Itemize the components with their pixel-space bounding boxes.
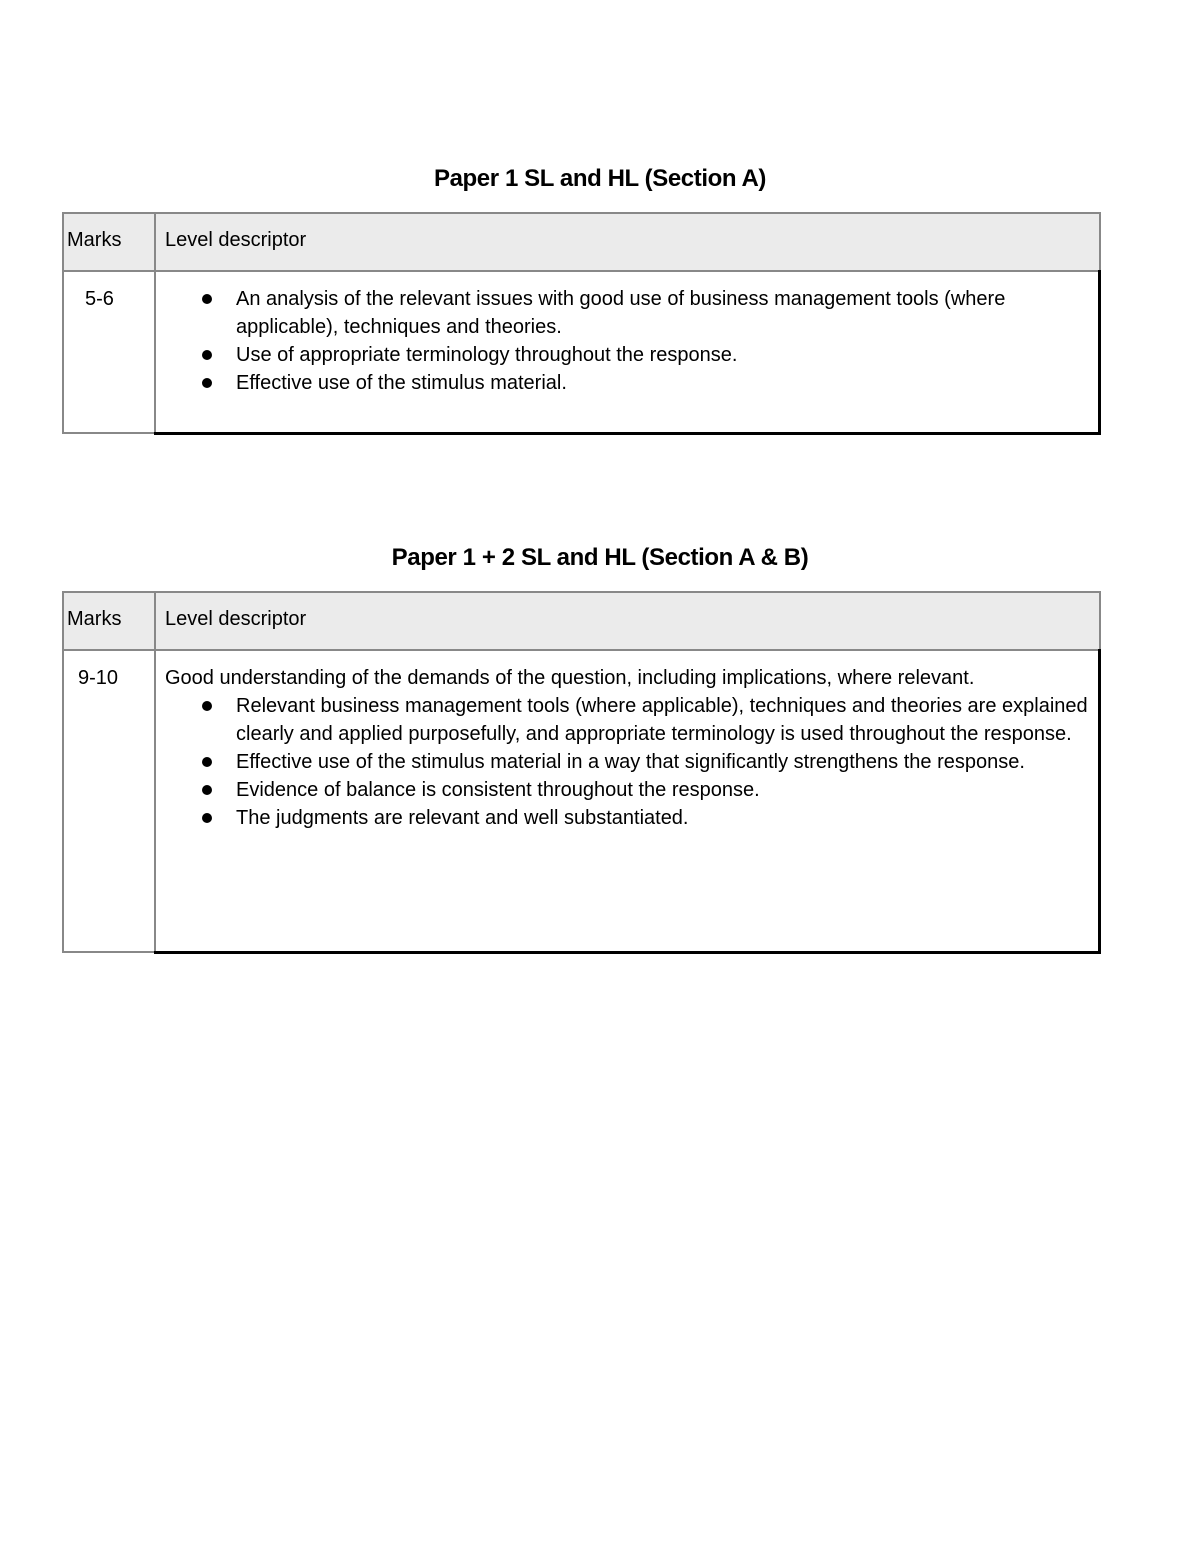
descriptor-cell [155, 271, 1100, 433]
descriptor-header: Level descriptor [155, 213, 1100, 271]
list-item: Evidence of balance is consistent throughout the response. [236, 776, 1088, 804]
descriptor-header: Level descriptor [155, 592, 1100, 650]
descriptor-cell [155, 650, 1100, 952]
section-title: Paper 1 + 2 SL and HL (Section A & B) [391, 544, 809, 571]
table-header-row [63, 592, 1100, 650]
table-header-row [63, 213, 1100, 271]
list-item: An analysis of the relevant issues with good use of business management tools (where applicable), techniques and theories. [236, 285, 1088, 341]
table-row [63, 650, 1100, 952]
marks-cell: 5-6 [63, 271, 155, 433]
list-item: Effective use of the stimulus material in a way that significantly strengthens the response. [236, 748, 1088, 776]
descriptor-intro: Good understanding of the demands of the question, including implications, where relevant. [165, 667, 975, 689]
marks-cell: 9-10 [63, 650, 155, 952]
list-item: Effective use of the stimulus material. [236, 369, 1088, 397]
rubric-table [62, 591, 1101, 954]
list-item: Use of appropriate terminology throughout the response. [236, 341, 1088, 369]
descriptor-list [165, 285, 1088, 397]
marks-header: Marks [63, 213, 155, 271]
section-title: Paper 1 SL and HL (Section A) [433, 165, 767, 192]
list-item: Relevant business management tools (where applicable), techniques and theories are explained clearly and applied purposefully, and appropriate terminology is used throughout the response. [236, 692, 1088, 748]
list-item: The judgments are relevant and well substantiated. [236, 804, 1088, 832]
descriptor-list [165, 692, 1088, 832]
marks-header: Marks [63, 592, 155, 650]
rubric-table [62, 212, 1101, 435]
table-row [63, 271, 1100, 433]
